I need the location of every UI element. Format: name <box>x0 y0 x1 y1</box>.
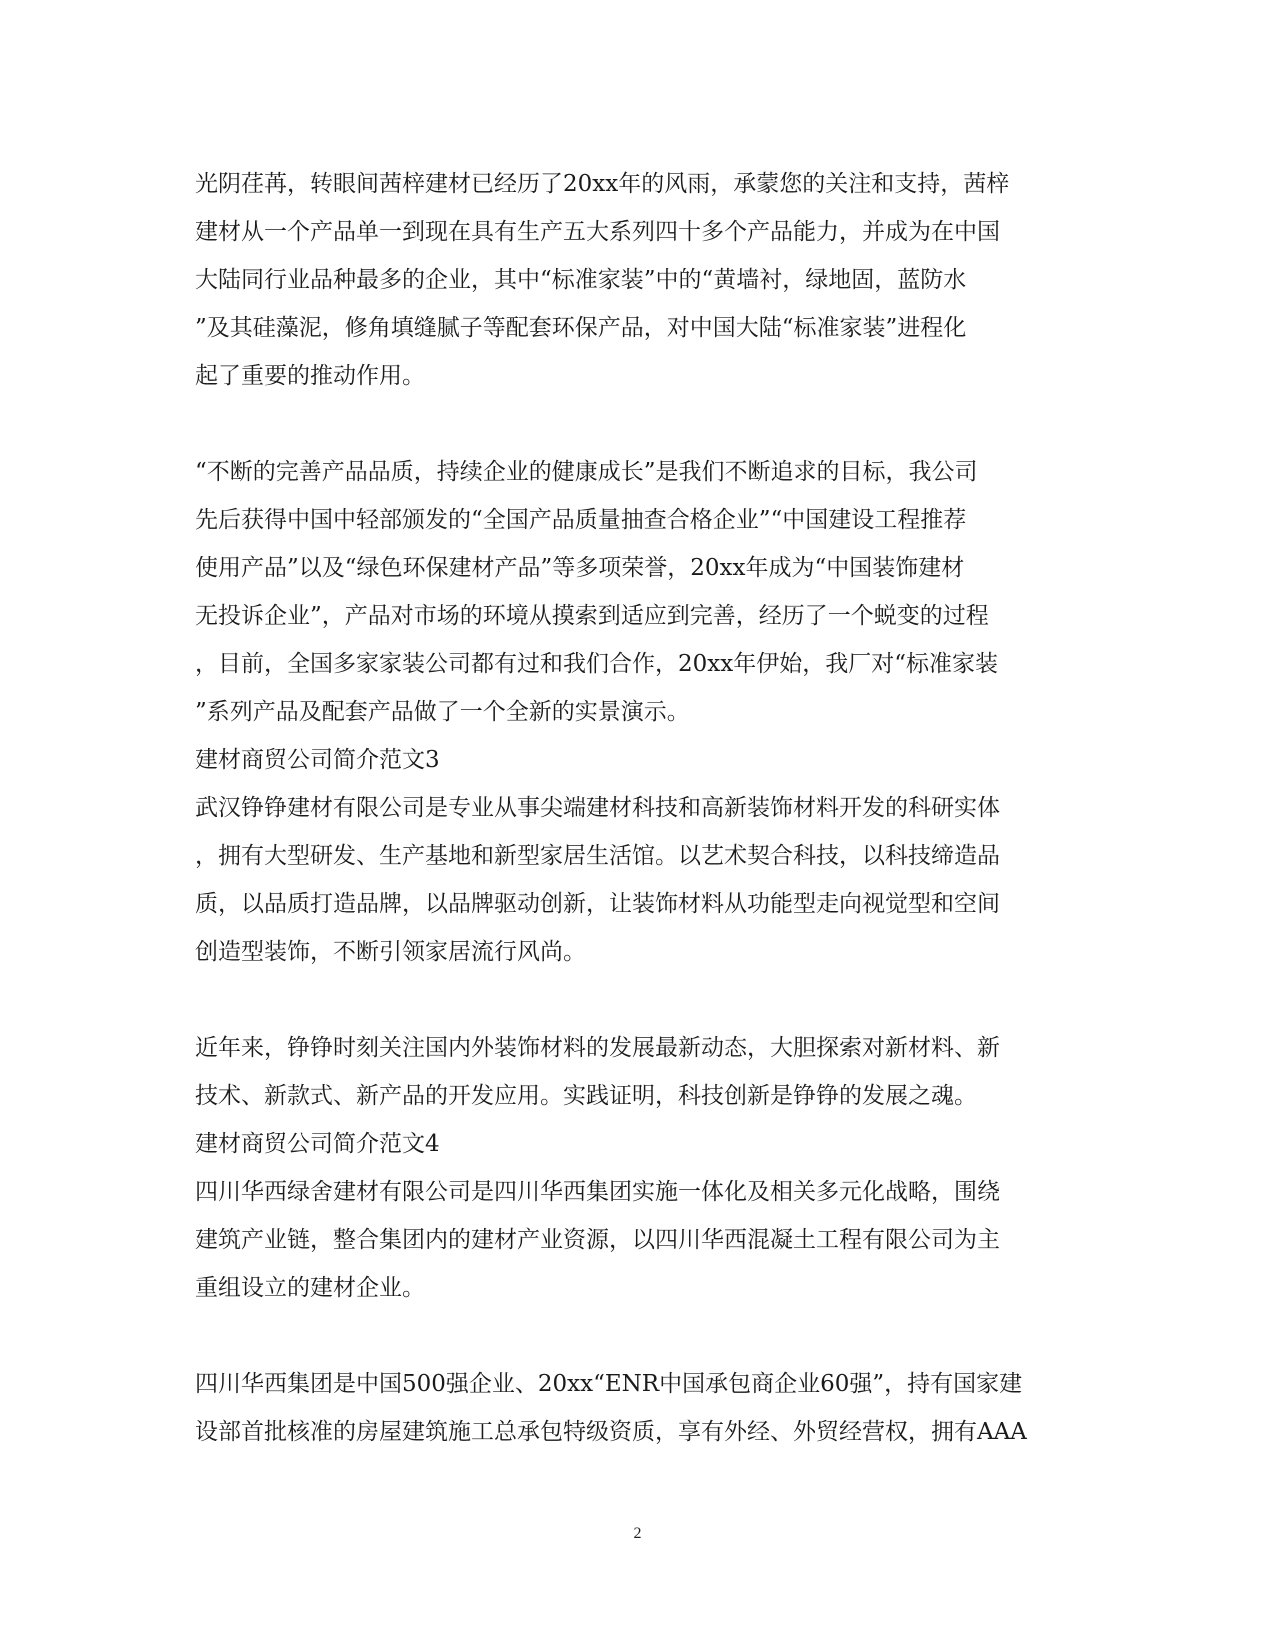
section <box>195 1120 1095 1312</box>
section <box>195 736 1095 976</box>
text-line: 重组设立的建材企业。 <box>195 1275 425 1301</box>
paragraph <box>195 160 1095 400</box>
paragraph-gap <box>195 1312 1095 1360</box>
paragraph-gap <box>195 976 1095 1024</box>
text-line: 创造型装饰，不断引领家居流行风尚。 <box>195 939 586 965</box>
text-line: 技术、新款式、新产品的开发应用。实践证明，科技创新是铮铮的发展之魂。 <box>195 1083 977 1109</box>
text-line: ”及其硅藻泥，修角填缝腻子等配套环保产品，对中国大陆“标准家装”进程化 <box>195 315 967 341</box>
text-line: 使用产品”以及“绿色环保建材产品”等多项荣誉，20xx年成为“中国装饰建材 <box>195 555 965 581</box>
text-line: 起了重要的推动作用。 <box>195 363 425 389</box>
document-body <box>195 160 1095 1456</box>
text-line: 四川华西绿舍建材有限公司是四川华西集团实施一体化及相关多元化战略，围绕 <box>195 1179 1000 1205</box>
text-line: 近年来，铮铮时刻关注国内外装饰材料的发展最新动态，大胆探索对新材料、新 <box>195 1035 1000 1061</box>
paragraph <box>195 448 1095 736</box>
paragraph <box>195 1024 1095 1120</box>
text-line: ”系列产品及配套产品做了一个全新的实景演示。 <box>195 699 690 725</box>
text-line: 设部首批核准的房屋建筑施工总承包特级资质，享有外经、外贸经营权，拥有AAA <box>195 1419 1027 1445</box>
text-line: ，拥有大型研发、生产基地和新型家居生活馆。以艺术契合科技，以科技缔造品 <box>195 843 1000 869</box>
page-number: 2 <box>633 1525 642 1542</box>
text-line: 大陆同行业品种最多的企业，其中“标准家装”中的“黄墙衬，绿地固，蓝防水 <box>195 267 967 293</box>
text-line: 建筑产业链，整合集团内的建材产业资源，以四川华西混凝土工程有限公司为主 <box>195 1227 1000 1253</box>
text-line: 先后获得中国中轻部颁发的“全国产品质量抽查合格企业”“中国建设工程推荐 <box>195 507 967 533</box>
paragraph-gap <box>195 400 1095 448</box>
section-heading: 建材商贸公司简介范文3 <box>195 747 440 773</box>
text-line: 四川华西集团是中国500强企业、20xx“ENR中国承包商企业60强”，持有国家建 <box>195 1371 1023 1397</box>
text-line: 无投诉企业”，产品对市场的环境从摸索到适应到完善，经历了一个蜕变的过程 <box>195 603 989 629</box>
text-line: 光阴荏苒，转眼间茜梓建材已经历了20xx年的风雨，承蒙您的关注和支持，茜梓 <box>195 171 1010 197</box>
paragraph <box>195 1360 1095 1456</box>
text-line: 质，以品质打造品牌，以品牌驱动创新，让装饰材料从功能型走向视觉型和空间 <box>195 891 1000 917</box>
text-line: “不断的完善产品品质，持续企业的健康成长”是我们不断追求的目标，我公司 <box>195 459 978 485</box>
text-line: 武汉铮铮建材有限公司是专业从事尖端建材科技和高新装饰材料开发的科研实体 <box>195 795 1000 821</box>
section-heading: 建材商贸公司简介范文4 <box>195 1131 440 1157</box>
text-line: ，目前，全国多家家装公司都有过和我们合作，20xx年伊始，我厂对“标准家装 <box>195 651 998 677</box>
text-line: 建材从一个产品单一到现在具有生产五大系列四十多个产品能力，并成为在中国 <box>195 219 1000 245</box>
